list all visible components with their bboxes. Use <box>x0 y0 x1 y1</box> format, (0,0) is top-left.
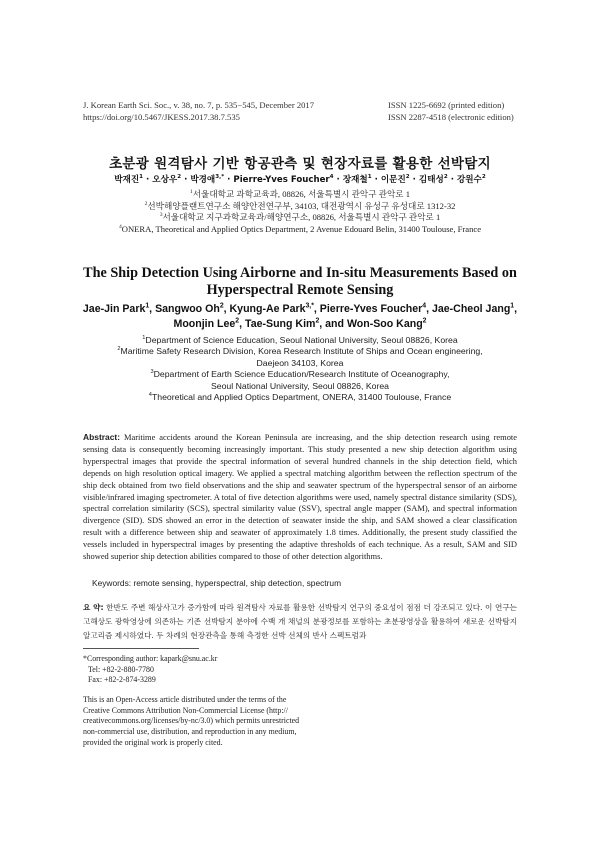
author-separator: , <box>223 303 230 315</box>
affiliation-number: 2 <box>117 346 121 353</box>
affiliation-number: 4 <box>118 223 122 230</box>
english-authors <box>70 302 530 332</box>
issn-block <box>388 100 514 123</box>
affiliation-line <box>70 381 530 392</box>
affiliation-number: 3 <box>150 369 154 376</box>
english-title-line: The Ship Detection Using Airborne and In-situ Measurements Based on <box>83 265 517 281</box>
affiliation-line <box>0 212 600 224</box>
affiliation-mark: 1 <box>139 174 144 181</box>
author-name: 장재철 <box>342 175 368 185</box>
issn-print: ISSN 1225-6692 (printed edition) <box>388 100 505 110</box>
corresponding-tel: Tel: +82-2-880-7780 <box>88 664 154 674</box>
license-line: non-commercial use, distribution, and reproduction in any medium, <box>83 727 297 737</box>
author-name: Pierre-Yves Foucher <box>319 303 423 315</box>
author-separator: , <box>239 318 246 330</box>
affiliation-line <box>0 201 600 213</box>
korean-title: 초분광 원격탐사 기반 항공관측 및 현장자료를 활용한 선박탐지 <box>109 156 491 172</box>
author-name: Tae-Sung Kim <box>245 318 316 330</box>
keywords-text: remote sensing, hyperspectral, ship detection, spectrum <box>133 578 342 588</box>
author-name: 박재진 <box>114 175 140 185</box>
abstract-text: Maritime accidents around the Korean Peninsula are increasing, and the ship detection research using remote sensing data is consequently becoming increasingly important. This study presented a new ship detection algorithm using hyperspectral images that provide the spectral information of several hundred channels in the ship detection field, which depends on high resolution optical imagery. We applied a spectral matching algorithm between the reflection spectrum of the ship deck obtained from two field observations and the ship and seawater spectrum of the hyperspectral sensor of an airborne visible/infrared imaging spectrometer. A total of five detection algorithms were used, namely spectral distance similarity (SDS), spectral correlation similarity (SCS), spectral similarity value (SSV), spectral angle mapper (SAM), and spectral information divergence (SID). SDS showed an error in the detection of seawater inside the ship, and SAM showed a clear classification result with a difference between ship and seawater of approximately 1.8 times. Additionally, the present study classified the vessels included in hyperspectral images by presenting the adaptive thresholds of each technique. As a result, SAM and SID showed superior ship detection abilities compared to those of other detection algorithms. <box>83 432 518 562</box>
author-name: 오상우 <box>152 175 178 185</box>
korean-affiliations <box>0 189 600 235</box>
footnote-divider <box>83 648 199 649</box>
open-access-notice <box>83 695 313 749</box>
affiliation-line <box>70 392 530 403</box>
affiliation-mark: 2 <box>315 317 320 325</box>
doi-link[interactable]: https://doi.org/10.5467/JKESS.2017.38.7.535 <box>83 111 240 122</box>
korean-abstract <box>83 601 517 644</box>
author-name: Won-Soo Kang <box>346 318 423 330</box>
author-name: 박경애 <box>190 175 216 185</box>
korean-abstract-label: 요 약: <box>83 603 104 612</box>
license-line: provided the original work is properly cited. <box>83 737 223 747</box>
affiliation-mark: 2 <box>219 302 224 310</box>
affiliation-number: 1 <box>142 335 146 342</box>
author-separator: · <box>224 175 234 185</box>
author-separator: · <box>409 175 419 185</box>
english-authors-line <box>70 302 530 317</box>
affiliation-text: Theoretical and Applied Optics Department, ONERA, 31400 Toulouse, France <box>151 392 452 403</box>
affiliation-number: 2 <box>144 200 148 207</box>
keywords-label: Keywords: <box>92 578 132 588</box>
journal-citation <box>83 100 314 123</box>
affiliation-line <box>70 358 530 369</box>
author-name: 강원수 <box>456 175 482 185</box>
author-name: Sangwoo Oh <box>155 303 220 315</box>
author-name: Pierre-Yves Foucher <box>233 175 330 185</box>
affiliation-mark: 2 <box>422 317 427 325</box>
affiliation-mark: 2 <box>405 174 410 181</box>
license-line: Creative Commons Attribution Non-Commercial License (http:// <box>83 705 288 715</box>
affiliation-text: 서울대학교 과학교육과, 08826, 서울특별시 관악구 관악로 1 <box>192 189 411 199</box>
author-separator: , <box>426 303 432 315</box>
author-name: Kyung-Ae Park <box>229 303 306 315</box>
affiliation-mark: 4 <box>329 174 334 181</box>
journal-line: J. Korean Earth Sci. Soc., v. 38, no. 7, p. 535−545, December 2017 <box>83 100 315 110</box>
license-line: creativecommons.org/licenses/by-nc/3.0) which permits unrestricted <box>83 716 300 726</box>
author-separator: · <box>143 175 153 185</box>
affiliation-text: Department of Earth Science Education/Research Institute of Oceanography, <box>153 369 450 380</box>
affiliation-number: 4 <box>148 392 152 399</box>
author-separator: · <box>371 175 381 185</box>
author-name: Jae-Jin Park <box>82 303 146 315</box>
author-separator: · <box>333 175 343 185</box>
keywords <box>92 578 522 588</box>
abstract <box>83 432 517 563</box>
author-separator: · <box>447 175 457 185</box>
affiliation-mark: 1 <box>367 174 372 181</box>
license-line: This is an Open-Access article distributed under the terms of the <box>83 695 287 704</box>
affiliation-text: Daejeon 34103, Korea <box>256 357 344 368</box>
affiliation-mark: 2 <box>443 174 448 181</box>
affiliation-line <box>0 189 600 201</box>
affiliation-mark: 3,* <box>215 174 225 181</box>
author-name: 김태성 <box>418 175 444 185</box>
affiliation-line <box>70 335 530 346</box>
affiliation-text: Seoul National University, Seoul 08826, Korea <box>210 380 390 391</box>
affiliation-line <box>70 346 530 357</box>
english-title-line: Hyperspectral Remote Sensing <box>206 282 394 298</box>
korean-abstract-text: 한반도 주변 해상사고가 증가함에 따라 원격탐사 자료를 활용한 선박탐지 연구의 중요성이 점점 더 강조되고 있다. 이 연구는 고해상도 광학영상에 의존하는 기존 선박탐지 분야에 수백 개 채널의 분광정보를 포함하는 초분광영상을 활용하여 새로운 선박탐지 알고리즘 제시하였다. 두 차례의 현장관측을 통해 측정한 선박 선체의 반사 스펙트럼과 <box>83 603 517 641</box>
affiliation-text: 선박해양플랜트연구소 해양안전연구부, 34103, 대전광역시 유성구 유성대로 1312-32 <box>147 200 456 211</box>
affiliation-number: 1 <box>189 189 193 196</box>
english-affiliations <box>70 335 530 403</box>
affiliation-line <box>70 369 530 380</box>
author-name: Jae-Cheol Jang <box>431 303 511 315</box>
affiliation-line <box>0 224 600 236</box>
author-separator: , <box>313 303 320 315</box>
author-name: 이문진 <box>380 175 406 185</box>
affiliation-mark: 4 <box>422 302 427 310</box>
author-separator: , <box>149 303 156 315</box>
affiliation-text: 서울대학교 지구과학교육과/해양연구소, 08826, 서울특별시 관악구 관악로 1 <box>162 212 441 223</box>
author-name: Moonjin Lee <box>173 318 236 330</box>
affiliation-mark: 2 <box>177 174 182 181</box>
affiliation-text: Maritime Safety Research Division, Korea Research Institute of Ships and Ocean engineering, <box>120 346 483 357</box>
affiliation-mark: 1 <box>510 302 515 310</box>
issn-electronic: ISSN 2287-4518 (electronic edition) <box>388 111 514 122</box>
author-separator: , and <box>319 318 347 330</box>
corresponding-author <box>83 654 313 686</box>
author-separator: , <box>514 303 518 315</box>
affiliation-mark: 3,* <box>305 302 314 310</box>
english-authors-line <box>70 317 530 332</box>
abstract-label: Abstract: <box>83 432 121 442</box>
affiliation-text: Department of Science Education, Seoul National University, Seoul 08826, Korea <box>145 335 458 345</box>
corresponding-email[interactable]: *Corresponding author: kapark@snu.ac.kr <box>83 654 218 663</box>
korean-authors <box>0 173 600 185</box>
corresponding-fax: Fax: +82-2-874-3289 <box>88 675 156 685</box>
author-separator: · <box>181 175 191 185</box>
affiliation-mark: 2 <box>235 317 240 325</box>
english-title <box>60 265 540 299</box>
affiliation-mark: 2 <box>481 174 486 181</box>
affiliation-number: 3 <box>159 212 163 219</box>
affiliation-text: ONERA, Theoretical and Applied Optics Department, 2 Avenue Edouard Belin, 31400 Toulouse, France <box>121 223 482 234</box>
affiliation-mark: 1 <box>145 302 150 310</box>
